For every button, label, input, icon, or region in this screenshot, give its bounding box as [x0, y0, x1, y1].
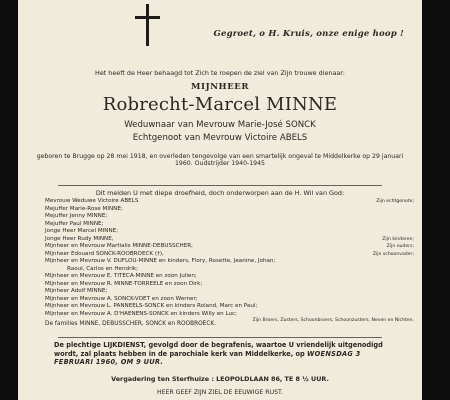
mourners-intro: Dit melden U met diepe droefheid, doch onderworpen aan de H. Wil van God:: [95, 189, 345, 197]
gathering-info: Vergadering ten Sterfhuize : LEOPOLDLAAN 86, TE 8 ½ UUR.: [111, 375, 329, 383]
notice-content: [18, 0, 422, 400]
closing-prayer: HEER GEEF ZIJN ZIEL DE EEUWIGE RUST.: [156, 389, 284, 396]
relation-label: Zijn kinderen;: [382, 236, 414, 242]
mourner-row: [45, 213, 414, 221]
mourner-row: [45, 206, 414, 214]
relation-label: Zijn echtgenote;: [376, 199, 414, 204]
mourner-name: Mijnheer en Mevrouw E. TITECA-MINNE en zoon Julien;: [45, 273, 197, 279]
mourner-name: Mijnheer en Mevrouw A. D'HAENENS-SONCK en kinders Willy en Luc;: [45, 310, 238, 317]
mourners-list: [45, 198, 414, 324]
mourner-row: [45, 288, 414, 296]
mourner-row: [45, 198, 414, 206]
mourner-name: Raoul, Carlos en Hendrik;: [67, 265, 139, 272]
mourner-row: [45, 236, 414, 244]
mourner-row: [45, 243, 414, 251]
mourner-name: Mevrouw Weduwe Victoire ABELS: [45, 198, 139, 204]
mourner-name: Mijnheer en Mevrouw A. SONCK-VOET en zoon Werner;: [45, 295, 198, 302]
mourner-name: Jonge Heer Rudy MINNE,: [45, 235, 114, 242]
mourner-name: Mijnheer en Mevrouw L. PANNEELS-SONCK en kinders Roland, Marc en Paul;: [45, 303, 258, 309]
mourner-name: Mejuffer Paul MINNE;: [45, 220, 104, 227]
motto: Gegroet, o H. Kruis, onze enige hoop !: [213, 29, 404, 39]
mourner-name: Mejuffer Marie-Rose MINNE;: [45, 205, 123, 212]
mourner-row: [45, 266, 414, 274]
biography: geboren te Brugge op 28 mei 1918, en overleden tengevolge van een smartelijk ongeval te Middelkerke op 29 januari 1960. Oudstrijder 1940-1945: [36, 153, 404, 168]
divider: [58, 337, 382, 338]
mourner-row: [45, 303, 414, 311]
divider: [58, 185, 382, 186]
mourner-row: [45, 221, 414, 229]
mourner-row: [45, 273, 414, 281]
honorific-title: MIJNHEER: [190, 82, 250, 92]
mourner-name: Mijnheer en Mevrouw Martialis MINNE-DEBUSSCHER,: [45, 243, 193, 249]
relation-label: Zijn Broers, Zusters, Schoonbroers, Schoonzusters, Neven en Nichten.: [252, 318, 414, 323]
mourner-row: [45, 258, 414, 266]
mourner-name: Mijnheer Adolf MINNE;: [45, 288, 108, 294]
widower-line: Weduwnaar van Mevrouw Marie-José SONCK: [124, 120, 316, 130]
mourner-row: [45, 228, 414, 236]
mourner-name: Mijnheer Edouard SONCK-ROOBROECK (†),: [45, 250, 164, 257]
relation-label: Zijn ouders;: [386, 244, 414, 249]
relation-label: Zijn schoonvader;: [372, 251, 414, 257]
mourner-row: [45, 281, 414, 289]
deceased-name: Robrecht-Marcel MINNE: [102, 94, 338, 115]
funeral-announcement: [54, 341, 394, 367]
mourner-name: Mejuffer Jenny MINNE;: [45, 213, 108, 219]
mourner-name: Mijnheer en Mevrouw V. DUFLOU-MINNE en kinders, Flory, Rosette, Jeanine, Johan;: [45, 258, 276, 264]
mourner-row: [45, 251, 414, 259]
funeral-date: WOENSDAG 3 FEBRUARI 1960, OM 9 UUR.: [54, 349, 361, 367]
funeral-text: De plechtige LIJKDIENST, gevolgd door de begrafenis, waartoe U vriendelijk uitgenodigd wordt, zal plaats hebben in de parochiale kerk van Middelkerke, op: [54, 341, 383, 358]
intro-text: Het heeft de Heer behaagd tot Zich te roepen de ziel van Zijn trouwe dienaar:: [95, 69, 345, 77]
mourning-border-right: [422, 0, 450, 400]
families-line: De families MINNE, DEBUSSCHER, SONCK en ROOBROECK.: [45, 321, 217, 327]
mourner-row: [45, 296, 414, 304]
mourner-name: Jonge Heer Marcel MINNE;: [45, 228, 119, 234]
mourning-border-left: [0, 0, 18, 400]
mourner-name: Mijnheer en Mevrouw R. MINNE-TORREELE en zoon Dirk;: [45, 280, 203, 287]
spouse-line: Echtgenoot van Mevrouw Victoire ABELS: [132, 133, 308, 143]
